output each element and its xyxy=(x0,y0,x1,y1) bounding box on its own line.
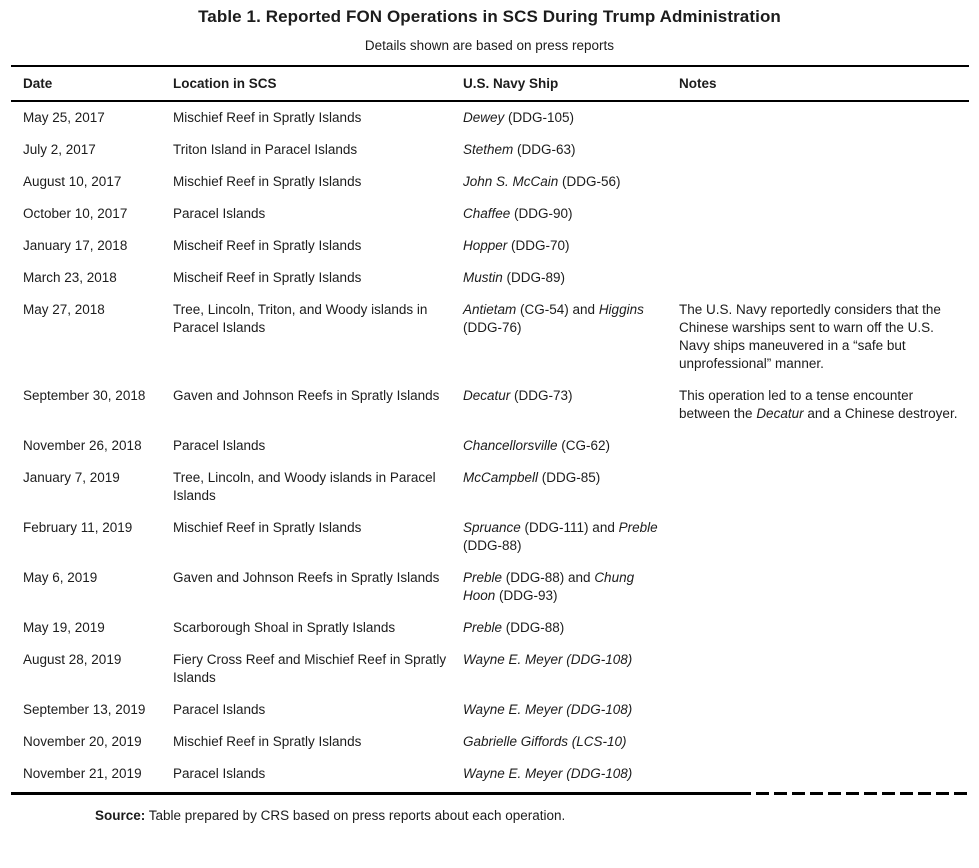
date-cell: February 11, 2019 xyxy=(23,520,133,535)
date-cell: September 13, 2019 xyxy=(23,702,146,717)
location-cell: Gaven and Johnson Reefs in Spratly Islands xyxy=(173,570,440,585)
notes-cell xyxy=(679,430,969,462)
table-subtitle: Details shown are based on press reports xyxy=(364,38,615,53)
ship-cell: Dewey (DDG-105) xyxy=(463,110,575,125)
table-row xyxy=(11,380,969,430)
table-row xyxy=(11,294,969,380)
notes-cell xyxy=(679,644,969,694)
date-cell: November 21, 2019 xyxy=(23,766,142,781)
table-row xyxy=(11,726,969,758)
notes-cell xyxy=(679,512,969,562)
location-cell: Gaven and Johnson Reefs in Spratly Islands xyxy=(173,388,440,403)
date-cell: September 30, 2018 xyxy=(23,388,146,403)
ship-cell: Preble (DDG-88) and Chung Hoon (DDG-93) xyxy=(463,570,635,603)
ship-cell: Chaffee (DDG-90) xyxy=(463,206,573,221)
ship-cell: Stethem (DDG-63) xyxy=(463,142,576,157)
date-cell: May 25, 2017 xyxy=(23,110,105,125)
notes-cell xyxy=(679,462,969,512)
table-row xyxy=(11,430,969,462)
table-row xyxy=(11,758,969,790)
source-text: Table prepared by CRS based on press reports about each operation. xyxy=(145,808,566,823)
location-cell: Paracel Islands xyxy=(173,702,266,717)
location-cell: Mischief Reef in Spratly Islands xyxy=(173,174,362,189)
location-cell: Paracel Islands xyxy=(173,438,266,453)
notes-cell xyxy=(679,726,969,758)
ship-cell: Decatur (DDG-73) xyxy=(463,388,573,403)
table-row xyxy=(11,262,969,294)
date-cell: November 26, 2018 xyxy=(23,438,142,453)
bottom-rule-solid-segment xyxy=(11,792,738,795)
fon-operations-table xyxy=(11,65,969,790)
date-cell: November 20, 2019 xyxy=(23,734,142,749)
table-row xyxy=(11,230,969,262)
ship-cell: Wayne E. Meyer (DDG-108) xyxy=(463,652,633,667)
notes-cell: This operation led to a tense encounter between the Decatur and a Chinese destroyer. xyxy=(679,388,958,421)
location-cell: Scarborough Shoal in Spratly Islands xyxy=(173,620,396,635)
date-cell: May 19, 2019 xyxy=(23,620,105,635)
location-cell: Tree, Lincoln, and Woody islands in Paracel Islands xyxy=(173,470,436,503)
notes-cell xyxy=(679,101,969,134)
table-row xyxy=(11,198,969,230)
table-row xyxy=(11,512,969,562)
table-row xyxy=(11,612,969,644)
table-row xyxy=(11,134,969,166)
location-cell: Fiery Cross Reef and Mischief Reef in Spratly Islands xyxy=(173,652,447,685)
date-cell: January 7, 2019 xyxy=(23,470,120,485)
header-row xyxy=(11,66,969,101)
ship-cell: Wayne E. Meyer (DDG-108) xyxy=(463,766,633,781)
notes-cell xyxy=(679,694,969,726)
location-cell: Triton Island in Paracel Islands xyxy=(173,142,358,157)
source-label: Source: xyxy=(95,808,146,823)
location-cell: Mischeif Reef in Spratly Islands xyxy=(173,238,362,253)
ship-cell: Wayne E. Meyer (DDG-108) xyxy=(463,702,633,717)
notes-cell xyxy=(679,198,969,230)
table-row xyxy=(11,462,969,512)
table-row xyxy=(11,694,969,726)
ship-cell: Mustin (DDG-89) xyxy=(463,270,566,285)
location-cell: Mischief Reef in Spratly Islands xyxy=(173,734,362,749)
date-cell: August 28, 2019 xyxy=(23,652,122,667)
ship-cell: Chancellorsville (CG-62) xyxy=(463,438,611,453)
column-header-ship: U.S. Navy Ship xyxy=(463,76,559,91)
ship-cell: John S. McCain (DDG-56) xyxy=(463,174,621,189)
ship-cell: McCampbell (DDG-85) xyxy=(463,470,601,485)
table-bottom-rule xyxy=(11,792,968,795)
bottom-rule-dashed-segment xyxy=(738,792,968,795)
date-cell: August 10, 2017 xyxy=(23,174,122,189)
ship-cell: Preble (DDG-88) xyxy=(463,620,565,635)
column-header-date: Date xyxy=(23,76,53,91)
notes-cell: The U.S. Navy reportedly considers that the Chinese warships sent to warn off the U.S. Navy ships maneuvered in a “safe but unprofessional” manner. xyxy=(679,302,941,371)
date-cell: October 10, 2017 xyxy=(23,206,128,221)
location-cell: Mischief Reef in Spratly Islands xyxy=(173,110,362,125)
location-cell: Mischeif Reef in Spratly Islands xyxy=(173,270,362,285)
date-cell: July 2, 2017 xyxy=(23,142,96,157)
ship-cell: Spruance (DDG-111) and Preble (DDG-88) xyxy=(463,520,658,553)
table-title: Table 1. Reported FON Operations in SCS During Trump Administration xyxy=(198,7,781,26)
column-header-notes: Notes xyxy=(679,76,717,91)
date-cell: January 17, 2018 xyxy=(23,238,128,253)
ship-cell: Hopper (DDG-70) xyxy=(463,238,570,253)
source-note xyxy=(95,808,979,823)
table-row xyxy=(11,562,969,612)
notes-cell xyxy=(679,758,969,790)
column-header-location: Location in SCS xyxy=(173,76,277,91)
location-cell: Paracel Islands xyxy=(173,766,266,781)
notes-cell xyxy=(679,134,969,166)
ship-cell: Gabrielle Giffords (LCS-10) xyxy=(463,734,627,749)
date-cell: May 6, 2019 xyxy=(23,570,98,585)
notes-cell xyxy=(679,612,969,644)
location-cell: Mischief Reef in Spratly Islands xyxy=(173,520,362,535)
notes-cell xyxy=(679,262,969,294)
table-row xyxy=(11,101,969,134)
notes-cell xyxy=(679,230,969,262)
location-cell: Tree, Lincoln, Triton, and Woody islands in Paracel Islands xyxy=(173,302,428,335)
table-row xyxy=(11,166,969,198)
ship-cell: Antietam (CG-54) and Higgins (DDG-76) xyxy=(463,302,644,335)
date-cell: May 27, 2018 xyxy=(23,302,105,317)
date-cell: March 23, 2018 xyxy=(23,270,117,285)
location-cell: Paracel Islands xyxy=(173,206,266,221)
notes-cell xyxy=(679,166,969,198)
table-row xyxy=(11,644,969,694)
notes-cell xyxy=(679,562,969,612)
